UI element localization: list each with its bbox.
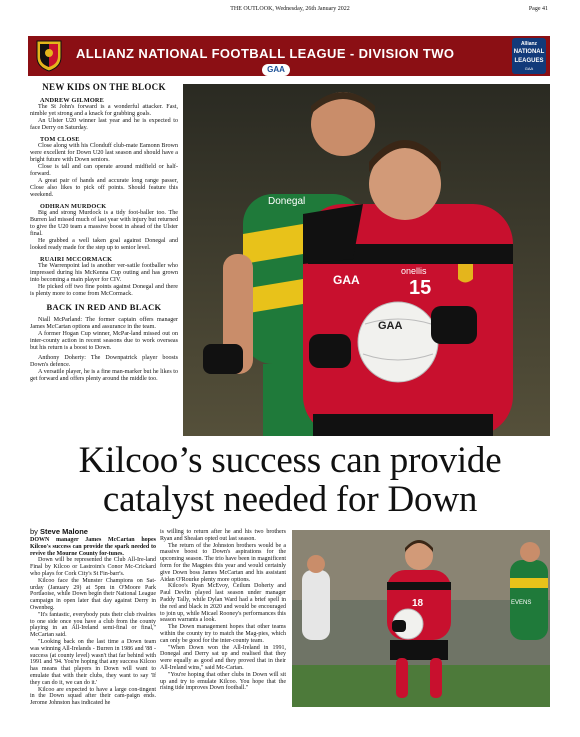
- sidebar-new-kids: [30, 82, 178, 383]
- folio-page-number: Page 41: [528, 6, 548, 12]
- folio-date: THE OUTLOOK, Wednesday, 26th January 2022: [230, 6, 350, 12]
- sidebar-subtitle: BACK IN RED AND BLACK: [46, 302, 162, 312]
- article-paragraph: The return of the Johnston brothers would be a massive boost to Down's aspirations for the upcoming season. The trio have been in magnificent form for the Magpies this year and would certainly give Down boss James McCartan and his assistant Aidan O'Rourke plenty more options.: [160, 542, 286, 583]
- player-text: Close is tall and can operate around midfield or half-forward.: [30, 164, 178, 177]
- article-paragraph: Down will be represented the Club All-Ire-land Final by Kilcoo or Lastroim's Conor Mc-Crickard who plays for Cork City's St Fin-barr's.: [30, 557, 156, 577]
- article-column-1: [30, 537, 156, 707]
- league-name-2: LEAGUES: [514, 58, 544, 64]
- byline: [30, 527, 88, 536]
- player-name: RUAIRI MCCORMACK: [40, 256, 113, 263]
- football-ball: [358, 302, 438, 382]
- article-paragraph: Kilcoo's Ryan McEvoy, Ceilum Doherty and Paul Devlin played last season under manager Paddy Tally, while Dylan Ward had a brief spell in the red and black in 2020 and would be encouraged to join up, while Micael Rooney's performances this season warrants a look.: [160, 583, 286, 624]
- player-text: He grabbed a well taken goal against Donegal and looked ready made for the step up to senior level.: [30, 238, 178, 251]
- opponent-jersey-text: Donegal: [268, 196, 306, 207]
- secondary-action-photo: [292, 530, 550, 707]
- green-jersey-text: EVENS: [511, 600, 532, 606]
- back-text: A versatile player, he is a fine man-marker but he likes to get forward and offers plenty around the middle too.: [30, 368, 178, 382]
- league-sponsor: Allianz: [520, 41, 538, 47]
- league-name-1: NATIONAL: [513, 49, 545, 55]
- glove-right: [431, 306, 477, 344]
- byline-author: Steve Malone: [40, 527, 88, 536]
- down-jersey-number: 15: [409, 277, 432, 299]
- down-jersey-sponsor: onellis: [401, 266, 427, 276]
- byline-prefix: by: [30, 527, 38, 536]
- small-jersey-number: 18: [412, 598, 424, 609]
- main-action-photo: [183, 84, 550, 436]
- article-paragraph: "When Down won the All-Ireland in 1991, Donegal and Derry sat up and realised that they were equally as good and they proved that in their All-Ireland wins," said Mc-Cartan.: [160, 644, 286, 671]
- league-org: GAA: [524, 66, 534, 71]
- allianz-league-badge: [512, 38, 546, 74]
- player-text: The St John's forward is a wonderful attacker. Fast, nimble yet strong and a knack for grabbing goals.: [30, 104, 178, 117]
- player-text: Big and strong Murdock is a tidy foot-baller too. The Burren lad missed much of last year with injury but returned to give the U20 team a massive boost in ahead of the Ulster final.: [30, 210, 178, 237]
- sidebar-entry: [30, 136, 178, 199]
- county-crest-icon: [34, 39, 64, 73]
- article-lead: DOWN manager James McCartan hopes Kilcoo's success can provide the spark needed to revive the Mourne County for-tunes.: [30, 537, 156, 557]
- back-text: Niall McParland: The former captain offers manager James McCartan options and assurance in the team.: [30, 316, 178, 330]
- player-text: The Warrenpoint lad is another ver-satile footballer who impressed during his McKenna Cup outing and has grown into becoming a main player for CIV.: [30, 263, 178, 283]
- secondary-photo-illustration: [292, 530, 550, 707]
- main-photo-illustration: [183, 84, 550, 436]
- sidebar-title: NEW KIDS ON THE BLOCK: [42, 82, 166, 92]
- sidebar-entry: [30, 97, 178, 132]
- article-paragraph: "It's fantastic, everybody puts their club rivalries to one side once you have a club from the county playing in an All-Ireland semi-final or final," McCartan said.: [30, 611, 156, 639]
- player-text: Close along with his Clonduff club-mate Eamonn Brown were excellent for Down U20 last season and should have a bright future with Down seniors.: [30, 143, 178, 163]
- article-paragraph: "Looking back on the last time a Down team was winning All-Irelands - Burren in 1986 and '88 - success (at county level) wasn't that far behind with 1991 and '94. You're hoping that any success Kilcoo has means that players in Down will want to emulate that with their clubs, they want to say 'If they can do it, we can do it.': [30, 638, 156, 686]
- back-text: Anthony Doherty: The Downpatrick player boosts Down's defence.: [30, 354, 178, 368]
- ball-text: GAA: [378, 320, 403, 332]
- article-headline: Kilcoo’s success can provide catalyst needed for Down: [78, 440, 502, 520]
- sidebar-entry: [30, 203, 178, 252]
- player-name: ANDREW GILMORE: [40, 97, 105, 104]
- article-paragraph: "You're hoping that other clubs in Down will sit up and try to emulate Kilcoo. You hope that the rising tide improves Down football.": [160, 671, 286, 692]
- article-paragraph: The Down management hopes that other teams within the county try to match the Mag-pies, which can only be good for the inter-county team.: [160, 624, 286, 644]
- sidebar-entry: [30, 256, 178, 298]
- article-column-2: [160, 529, 286, 692]
- player-name: TOM CLOSE: [40, 136, 80, 143]
- page-folio: [0, 6, 580, 18]
- down-jersey-gaa: GAA: [333, 273, 360, 287]
- player-name: ODHRAN MURDOCK: [40, 203, 107, 210]
- article-paragraph: Kilcoo face the Munster Champions on Sat-urday (January 29) at 5pm in O'Moore Park Portlaoise, while Down begin their National League campaign in open later that day against Derry in Owenbeg.: [30, 577, 156, 611]
- article-paragraph: Kilcoo are expected to have a large con-tingent in the Down squad after their cam-paign ends. Jerome Johnston has indicated he: [30, 686, 156, 707]
- banner-title: ALLIANZ NATIONAL FOOTBALL LEAGUE - DIVISION TWO: [76, 46, 455, 61]
- jersey-crest-icon: [458, 264, 473, 283]
- player-text: An Ulster U20 winner last year and he is expected to face Derry on Saturday.: [30, 118, 178, 131]
- article-paragraph: is willing to return after he and his two brothers Ryan and Shealan opted out last season.: [160, 529, 286, 542]
- player-text: He picked off two fine points against Donegal and there is plenty more to come from McCormack.: [30, 284, 178, 297]
- back-text: A former Hogan Cup winner, McPar-land missed out on inter-county action in recent seasons due to work overseas but his return is a boost to Down.: [30, 330, 178, 351]
- gaa-logo: GAA: [262, 64, 290, 76]
- player-text: A great pair of hands and accurate long range passer, Close also likes to pick off points. Should feature this weekend.: [30, 178, 178, 198]
- glove-left: [309, 334, 351, 368]
